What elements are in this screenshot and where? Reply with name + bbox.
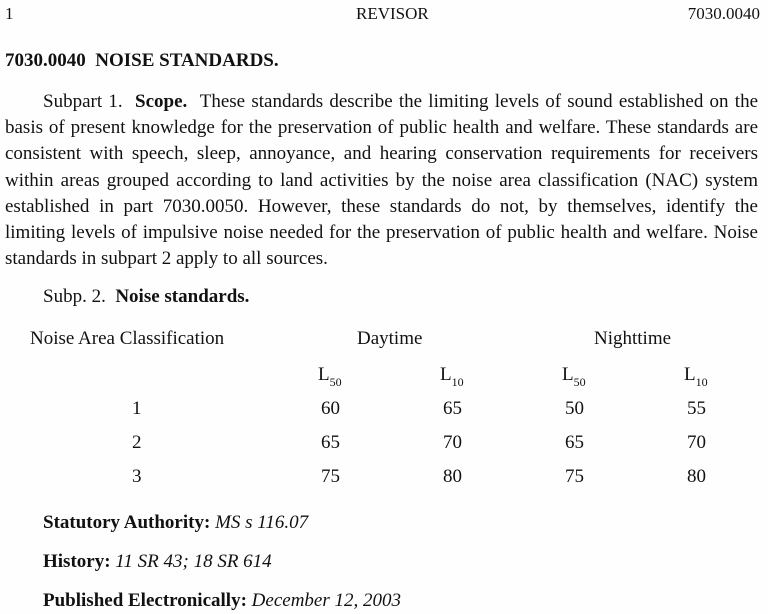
value-cell: 80 xyxy=(687,466,706,487)
column-header-nac: Noise Area Classification xyxy=(30,328,225,349)
subpart-1-paragraph xyxy=(5,89,758,272)
value-cell: 70 xyxy=(443,432,462,453)
value-cell: 80 xyxy=(443,466,462,487)
subpart-2-label: Subp. 2. xyxy=(43,286,106,307)
subpart-2-heading: Noise standards. xyxy=(115,286,250,307)
subpart-2-heading-line xyxy=(43,286,249,308)
header-section-ref: 7030.0040 xyxy=(687,4,760,23)
value-cell: 75 xyxy=(321,466,340,487)
page-number: 1 xyxy=(5,4,14,23)
value-cell: 65 xyxy=(565,432,584,453)
subheader-night-l50: $L_{50}$ xyxy=(562,364,586,389)
value-cell: 65 xyxy=(321,432,340,453)
value-cell: 55 xyxy=(687,398,706,419)
statutory-authority-link[interactable]: MS s 116.07 xyxy=(215,512,309,533)
group-header-daytime: Daytime xyxy=(357,328,423,349)
subpart-1-label: Subpart 1. xyxy=(43,91,123,112)
published-line: Published Electronically: December 12, 2003 xyxy=(43,590,401,611)
subheader-day-l50: $L_{50}$ xyxy=(318,364,342,389)
published-date: December 12, 2003 xyxy=(251,590,401,611)
value-cell: 65 xyxy=(443,398,462,419)
header-revisor: REVISOR xyxy=(356,4,429,23)
history-value: 11 SR 43; 18 SR 614 xyxy=(115,551,272,572)
value-cell: 75 xyxy=(565,466,584,487)
subheader-night-l10: $L_{10}$ xyxy=(684,364,708,389)
subheader-day-l10: $L_{10}$ xyxy=(440,364,464,389)
subpart-1-text: These standards describe the limiting levels of sound established on the basis of present knowledge for the preservation of public health and welfare. These standards are consistent with speech, sleep, annoyance, and hearing conservation requirements for receivers within areas grouped according to land activities by the noise area classification (NAC) system established in part 7030.0050. However, these standards do not, by themselves, identify the limiting levels of impulsive noise needed for the preservation of public health and welfare. Noise standards in subpart 2 apply to all sources. xyxy=(5,91,758,270)
group-header-nighttime: Nighttime xyxy=(594,328,672,349)
value-cell: 70 xyxy=(687,432,706,453)
subpart-1-heading: Scope. xyxy=(135,91,188,112)
value-cell: 50 xyxy=(565,398,584,419)
section-title: 7030.0040 NOISE STANDARDS. xyxy=(5,50,279,71)
value-cell: 60 xyxy=(321,398,340,419)
page-header xyxy=(0,4,768,28)
statutory-authority-line: Statutory Authority: MS s 116.07 xyxy=(43,512,309,533)
nac-cell: 2 xyxy=(132,432,142,453)
history-line: History: 11 SR 43; 18 SR 614 xyxy=(43,551,272,572)
nac-cell: 3 xyxy=(132,466,142,487)
nac-cell: 1 xyxy=(132,398,142,419)
